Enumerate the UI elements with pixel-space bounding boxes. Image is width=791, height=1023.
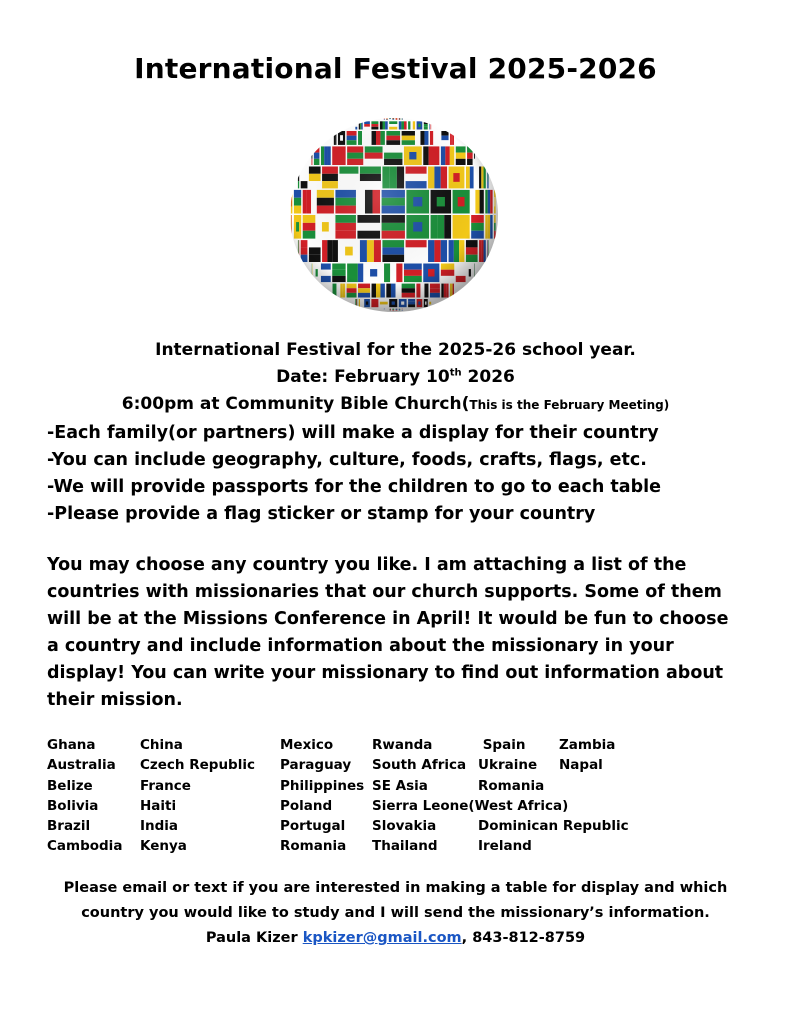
bullet-item: -You can include geography, culture, foods, crafts, flags, etc. xyxy=(47,450,647,470)
country-name: Poland xyxy=(280,797,333,814)
country-name: Ukraine xyxy=(478,757,538,774)
country-name: Mexico xyxy=(280,737,334,753)
paragraph-line: countries with missionaries that our church supports. Some of them xyxy=(47,582,722,602)
email-link[interactable]: kpkizer@gmail.com xyxy=(302,930,462,946)
info-line-1: International Festival for the 2025-26 school year. xyxy=(155,340,636,360)
country-name: China xyxy=(140,737,183,753)
country-column-1 xyxy=(47,735,122,857)
bullet-item: -Each family(or partners) will make a display for their country xyxy=(47,423,659,443)
flags-globe-icon xyxy=(288,116,500,314)
paragraph-line: You may choose any country you like. I am attaching a list of the xyxy=(47,555,687,575)
flags-globe-graphic xyxy=(288,116,500,314)
contact-details xyxy=(0,930,791,946)
country-name xyxy=(478,796,629,816)
country-column-6 xyxy=(559,735,615,776)
country-name: Slovakia xyxy=(372,818,437,835)
country-name: Bolivia xyxy=(47,797,99,814)
country-name: South Africa xyxy=(372,757,467,774)
country-name: Ghana xyxy=(47,737,96,753)
country-name: Kenya xyxy=(140,838,187,855)
country-name: Ireland xyxy=(478,838,532,855)
country-column-2 xyxy=(140,735,255,857)
country-name: Brazil xyxy=(47,818,91,835)
country-name: Sierra Leone(West Africa) xyxy=(372,797,569,814)
country-name: Romania xyxy=(478,777,545,794)
bullet-list xyxy=(47,420,767,528)
country-name: Australia xyxy=(47,757,116,774)
country-name: Haiti xyxy=(140,797,177,814)
country-name: Zambia xyxy=(559,737,616,753)
country-name: Romania xyxy=(280,838,347,855)
country-name: SE Asia xyxy=(372,777,428,794)
country-name: Rwanda xyxy=(372,737,433,753)
intro-paragraph xyxy=(47,552,747,714)
country-column-3 xyxy=(280,735,364,857)
contact-name: Paula Kizer xyxy=(205,930,303,946)
country-name: India xyxy=(140,818,179,835)
country-name: France xyxy=(140,777,191,794)
country-name: Paraguay xyxy=(280,757,352,774)
paragraph-line: display! You can write your missionary to find out information about xyxy=(47,663,724,683)
country-name: Portugal xyxy=(280,818,346,835)
country-name: Spain xyxy=(478,737,526,753)
country-name: Thailand xyxy=(372,838,438,855)
country-name: Czech Republic xyxy=(140,757,255,774)
country-name: Belize xyxy=(47,777,93,794)
bullet-item: -Please provide a flag sticker or stamp for your country xyxy=(47,504,596,524)
paragraph-line: their mission. xyxy=(47,690,183,710)
contact-line-2: country you would like to study and I will send the missionary’s information. xyxy=(81,905,710,921)
info-date: Date: February 10th 2026 xyxy=(276,367,515,387)
country-name: Dominican Republic xyxy=(478,818,629,835)
country-name: Cambodia xyxy=(47,838,123,855)
bullet-item: -We will provide passports for the children to go to each table xyxy=(47,477,661,497)
page-title: International Festival 2025-2026 xyxy=(134,52,657,85)
info-location: 6:00pm at Community Bible Church(This is the February Meeting) xyxy=(121,394,670,414)
paragraph-line: will be at the Missions Conference in April! It would be fun to choose xyxy=(47,609,729,629)
contact-line-1: Please email or text if you are interested in making a table for display and which xyxy=(63,880,728,896)
country-name: Philippines xyxy=(280,777,365,794)
contact-phone: , 843-812-8759 xyxy=(461,930,586,946)
paragraph-line: a country and include information about the missionary in your xyxy=(47,636,674,656)
country-name: Napal xyxy=(559,757,603,774)
